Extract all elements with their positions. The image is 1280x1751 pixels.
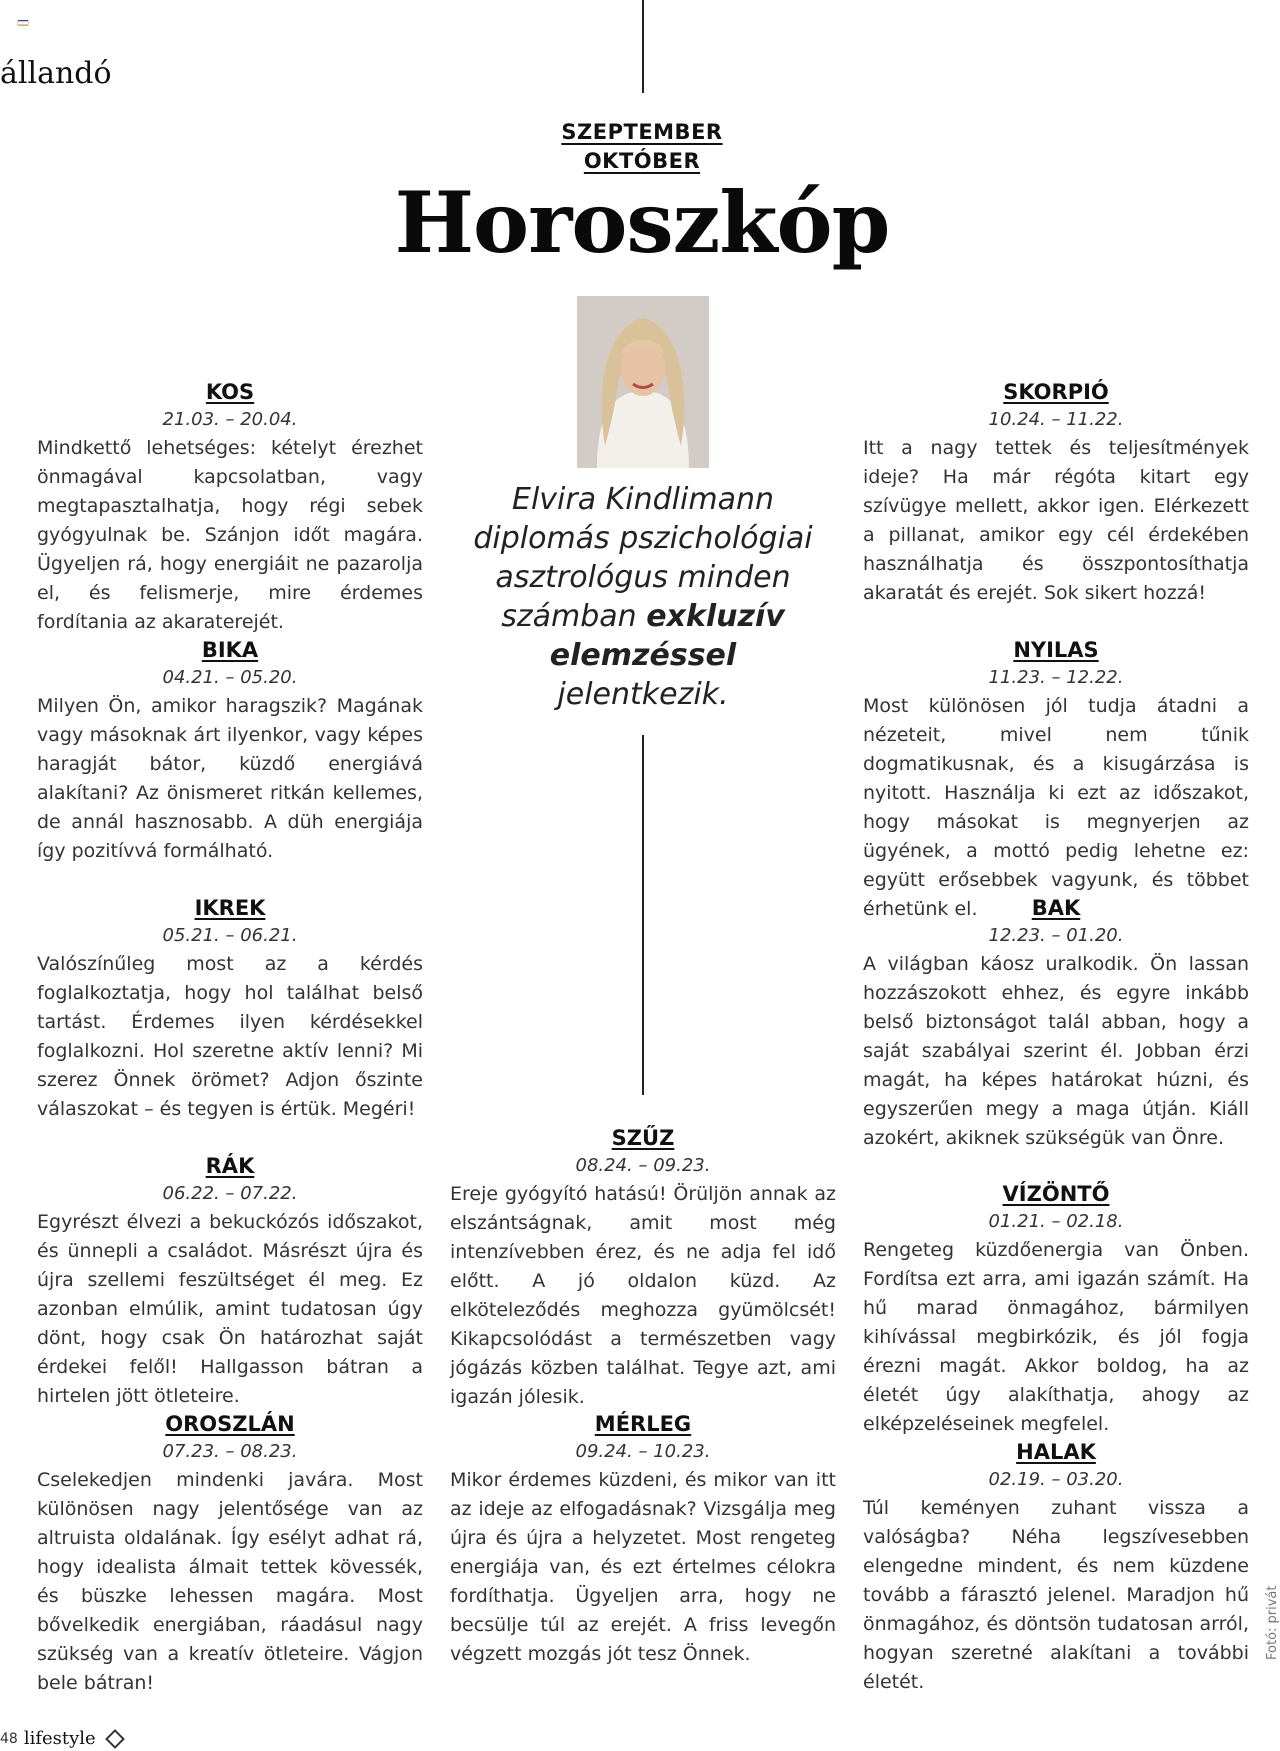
month-1: SZEPTEMBER bbox=[561, 120, 723, 144]
photo-credit: Fotó: privát bbox=[1265, 1585, 1280, 1660]
sign-text: Túl keményen zuhant vissza a valóságba? Néha legszívesebben elengedne mindent, és nem küzdene tovább a fárasztó jelenel. Maradjon hű önmagához, és döntsön tudatosan arról, hogyan szeretné alakítani a további életét. bbox=[863, 1497, 1249, 1693]
sign-name: NYILAS bbox=[1013, 638, 1099, 662]
sign-halak bbox=[863, 1438, 1249, 1697]
sign-text: Ereje gyógyító hatású! Örüljön annak az elszántságnak, amit most még intenzívebben érez, és ne adja fel idő előtt. A jó oldalon küzd. Az elköteleződés meghozza gyümölcsét! Kikapcsolódást a természetben vagy jógázás közben találhat. Tegye azt, ami igazán jólesik. bbox=[450, 1183, 836, 1408]
sign-merleg bbox=[450, 1410, 836, 1669]
intro-line-2: jelentkezik. bbox=[557, 677, 729, 712]
sign-date: 06.22. – 07.22. bbox=[162, 1183, 298, 1204]
divider-top bbox=[642, 0, 644, 93]
intro-text bbox=[462, 480, 824, 714]
sign-oroszlan bbox=[37, 1410, 423, 1698]
sign-skorpio bbox=[863, 378, 1249, 608]
sign-kos bbox=[37, 378, 423, 637]
page-number: 48 bbox=[0, 1730, 18, 1747]
sign-bak bbox=[863, 894, 1249, 1153]
sign-bika bbox=[37, 636, 423, 866]
sign-text: Most különösen jól tudja átadni a nézeteit, mivel nem tűnik dogmatikusnak, és a kisugárzása is nyitott. Használja ki ezt az időszakot, hogy másokat is megnyerjen az ügyének, a mottó pedig lehetne ez: együtt erősebbek vagyunk, és többet érhetünk el. bbox=[863, 695, 1249, 920]
sign-text: Itt a nagy tettek és teljesítmények ideje? Ha már régóta kitart egy szívügye mellett, akkor igen. Elérkezett a pillanat, amikor egy cél érdekében használhatja és összpontosíthatja akaratát és erejét. Sok sikert hozzá! bbox=[863, 437, 1249, 604]
sign-rak bbox=[37, 1152, 423, 1411]
section-label: állandó bbox=[0, 56, 112, 91]
sign-date: 21.03. – 20.04. bbox=[162, 409, 298, 430]
sign-name: MÉRLEG bbox=[594, 1412, 692, 1436]
sign-text: Mindkettő lehetséges: kételyt érezhet önmagával kapcsolatban, vagy megtapasztalhatja, hogy régi sebek gyógyulnak be. Szánjon időt magára. Ügyeljen rá, hogy energiáit ne pazarolja el, és felismerje, mire érdemes fordítania az akaraterejét. bbox=[37, 437, 423, 633]
sign-date: 12.23. – 01.20. bbox=[988, 925, 1124, 946]
intro-bold: exkluzív elemzéssel bbox=[549, 599, 785, 673]
sign-vizonto bbox=[863, 1180, 1249, 1439]
author-portrait bbox=[577, 296, 709, 468]
sign-date: 10.24. – 11.22. bbox=[988, 409, 1124, 430]
sign-name: BAK bbox=[1031, 896, 1081, 920]
brand-logo-icon bbox=[105, 1729, 125, 1749]
sign-name: SZŰZ bbox=[611, 1126, 675, 1150]
footer bbox=[0, 1728, 122, 1749]
sign-name: KOS bbox=[205, 380, 255, 404]
brand-name: lifestyle bbox=[23, 1728, 96, 1749]
sign-date: 02.19. – 03.20. bbox=[988, 1469, 1124, 1490]
sign-date: 01.21. – 02.18. bbox=[988, 1211, 1124, 1232]
intro-line-1: Elvira Kindlimann diplomás pszichológiai asztrológus minden számban bbox=[473, 482, 813, 634]
sign-nyilas bbox=[863, 636, 1249, 924]
sign-date: 05.21. – 06.21. bbox=[162, 925, 298, 946]
flag-icon bbox=[18, 20, 28, 26]
sign-ikrek bbox=[37, 894, 423, 1124]
sign-szuz bbox=[450, 1124, 836, 1412]
sign-name: HALAK bbox=[1016, 1440, 1096, 1464]
sign-name: VÍZÖNTŐ bbox=[1002, 1182, 1110, 1206]
sign-date: 11.23. – 12.22. bbox=[988, 667, 1124, 688]
sign-date: 04.21. – 05.20. bbox=[162, 667, 298, 688]
page-title: Horoszkóp bbox=[394, 173, 890, 272]
sign-name: IKREK bbox=[194, 896, 266, 920]
divider-middle bbox=[642, 735, 644, 1095]
sign-name: RÁK bbox=[205, 1154, 255, 1178]
sign-name: OROSZLÁN bbox=[165, 1412, 295, 1436]
sign-text: Valószínűleg most az a kérdés foglalkoztatja, hogy hol találhat belső tartást. Érdemes ilyen kérdésekkel foglalkozni. Hol szeretne aktív lenni? Mi szerez Önnek örömet? Adjon őszinte válaszokat – és tegyen is értük. Megéri! bbox=[37, 953, 423, 1120]
sign-text: Mikor érdemes küzdeni, és mikor van itt az ideje az elfogadásnak? Vizsgálja meg újra és újra a helyzetet. Most rengeteg energiája van, és ezt értelmes célokra fordíthatja. Ügyeljen arra, hogy ne becsülje túl az erejét. A friss levegőn végzett mozgás jót tesz Önnek. bbox=[450, 1469, 836, 1665]
sign-text: Milyen Ön, amikor haragszik? Magának vagy másoknak árt ilyenkor, vagy képes haragját bátor, küzdő energiává alakítani? Az önismeret ritkán kellemes, de annál hasznosabb. A düh energiája így pozitívvá formálható. bbox=[37, 695, 423, 862]
sign-date: 08.24. – 09.23. bbox=[575, 1155, 711, 1176]
sign-name: SKORPIÓ bbox=[1003, 380, 1109, 404]
sign-text: Cselekedjen mindenki javára. Most különösen nagy jelentősége van az altruista oldalának. Így esélyt adhat rá, hogy idealista álmait tettek kövessék, és büszke lehessen magára. Most bővelkedik energiában, ráadásul nagy szükség van a kreatív ötleteire. Vágjon bele bátran! bbox=[37, 1469, 423, 1694]
sign-text: Rengeteg küzdőenergia van Önben. Fordítsa ezt arra, ami igazán számít. Ha hű marad önmagához, bármilyen kihívással megbirkózik, és jól fogja érezni magát. Akkor boldog, ha az életét úgy alakíthatja, ahogy az elképzeléseinek megfelel. bbox=[863, 1239, 1249, 1435]
sign-text: A világban káosz uralkodik. Ön lassan hozzászokott ehhez, és egyre inkább belső biztonságot talál abban, hogy a saját szabályai szerint él. Jobban érzi magát, ha képes határokat húzni, és egyszerűen megy a maga útján. Kiáll azokért, akiknek szükségük van Önre. bbox=[863, 953, 1249, 1149]
sign-date: 09.24. – 10.23. bbox=[575, 1441, 711, 1462]
sign-text: Egyrészt élvezi a bekuckózós időszakot, és ünnepli a családot. Másrészt újra és újra szellemi feszültséget él meg. Ez azonban elmúlik, amint tudatosan úgy dönt, hogy csak Ön határozhat saját érdekei felől! Hallgasson bátran a hirtelen jött ötleteire. bbox=[37, 1211, 423, 1407]
sign-date: 07.23. – 08.23. bbox=[162, 1441, 298, 1462]
month-2: OKTÓBER bbox=[583, 149, 701, 173]
sign-name: BIKA bbox=[201, 638, 259, 662]
